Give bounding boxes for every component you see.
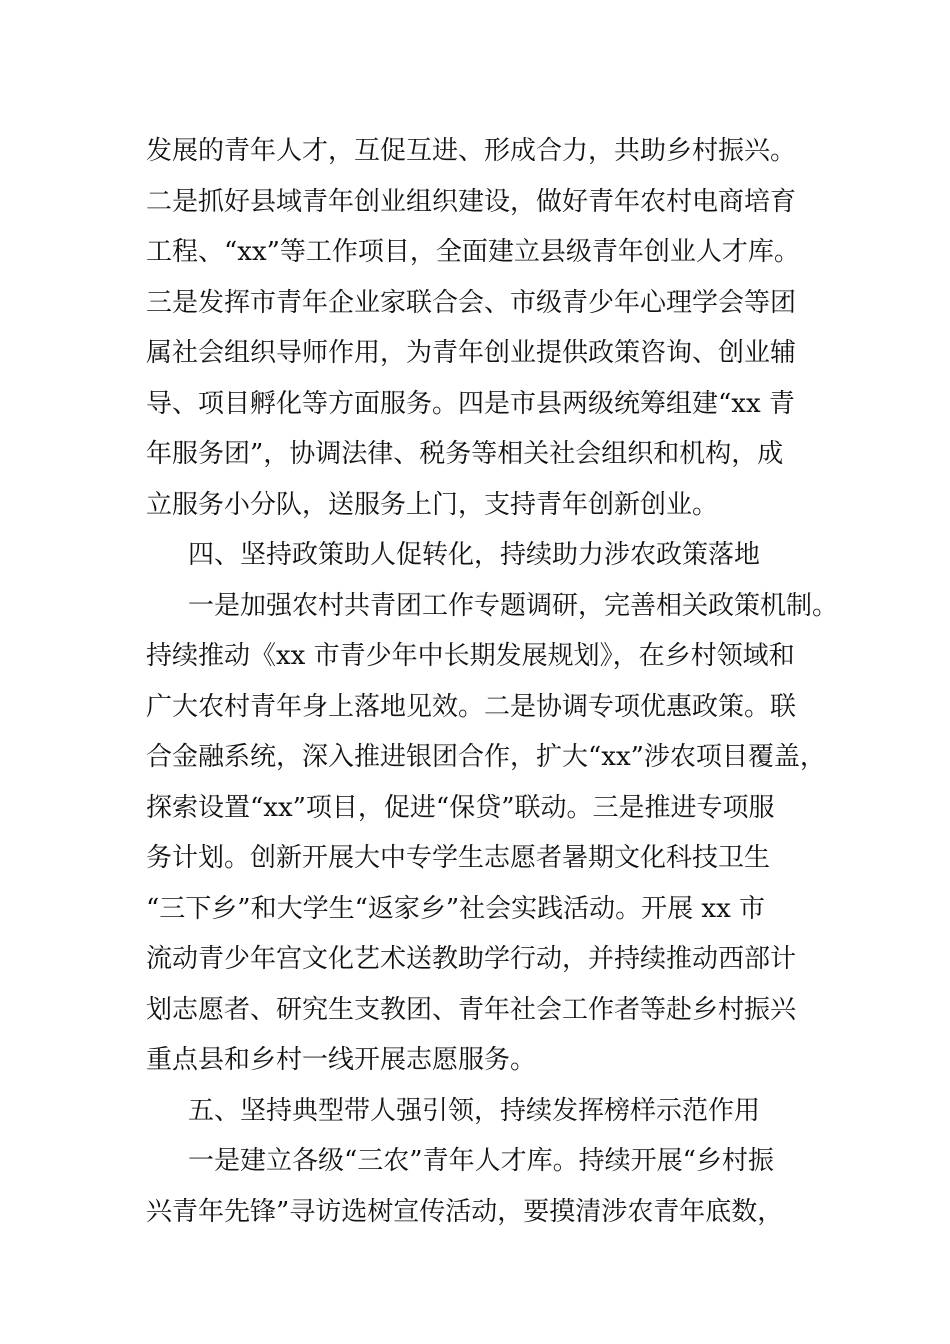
text-line: 年服务团”，协调法律、税务等相关社会组织和机构，成 bbox=[146, 439, 784, 469]
text-line: 划志愿者、研究生支教团、青年社会工作者等赴乡村振兴 bbox=[146, 994, 797, 1025]
text-line: 流动青少年宫文化艺术送教助学行动，并持续推动西部计 bbox=[146, 944, 797, 974]
text-line: 导、项目孵化等方面服务。四是市县两级统筹组建“xx 青 bbox=[146, 388, 795, 419]
text-line: 属社会组织导师作用，为青年创业提供政策咨询、创业辅 bbox=[146, 338, 797, 368]
section-heading: 五、坚持典型带人强引领，持续发挥榜样示范作用 bbox=[188, 1095, 761, 1126]
paragraph-start-line: 一是加强农村共青团工作专题调研，完善相关政策机制。 bbox=[188, 590, 839, 621]
text-line: 合金融系统，深入推进银团合作，扩大“xx”涉农项目覆盖， bbox=[146, 742, 826, 772]
section-heading: 四、坚持政策助人促转化，持续助力涉农政策落地 bbox=[188, 540, 761, 570]
text-line: 务计划。创新开展大中专学生志愿者暑期文化科技卫生 bbox=[146, 843, 771, 873]
text-line: “三下乡”和大学生“返家乡”社会实践活动。开展 xx 市 bbox=[146, 893, 766, 924]
text-line: 兴青年先锋”寻访选树宣传活动，要摸清涉农青年底数， bbox=[146, 1196, 784, 1227]
text-line: 发展的青年人才，互促互进、形成合力，共助乡村振兴。 bbox=[146, 136, 797, 166]
paragraph-start-line: 一是建立各级“三农”青年人才库。持续开展“乡村振 bbox=[188, 1146, 774, 1176]
document-body bbox=[146, 126, 839, 1237]
text-line: 探索设置“xx”项目，促进“保贷”联动。三是推进专项服 bbox=[146, 792, 775, 823]
text-line: 持续推动《xx 市青少年中长期发展规划》，在乡村领域和 bbox=[146, 641, 795, 671]
text-line: 三是发挥市青年企业家联合会、市级青少年心理学会等团 bbox=[146, 287, 797, 318]
text-line: 重点县和乡村一线开展志愿服务。 bbox=[146, 1045, 537, 1075]
text-line: 广大农村青年身上落地见效。二是协调专项优惠政策。联 bbox=[146, 691, 797, 722]
text-line: 立服务小分队，送服务上门，支持青年创新创业。 bbox=[146, 489, 719, 520]
text-line: 二是抓好县域青年创业组织建设，做好青年农村电商培育 bbox=[146, 186, 797, 217]
text-line: 工程、“xx”等工作项目，全面建立县级青年创业人才库。 bbox=[146, 237, 800, 267]
